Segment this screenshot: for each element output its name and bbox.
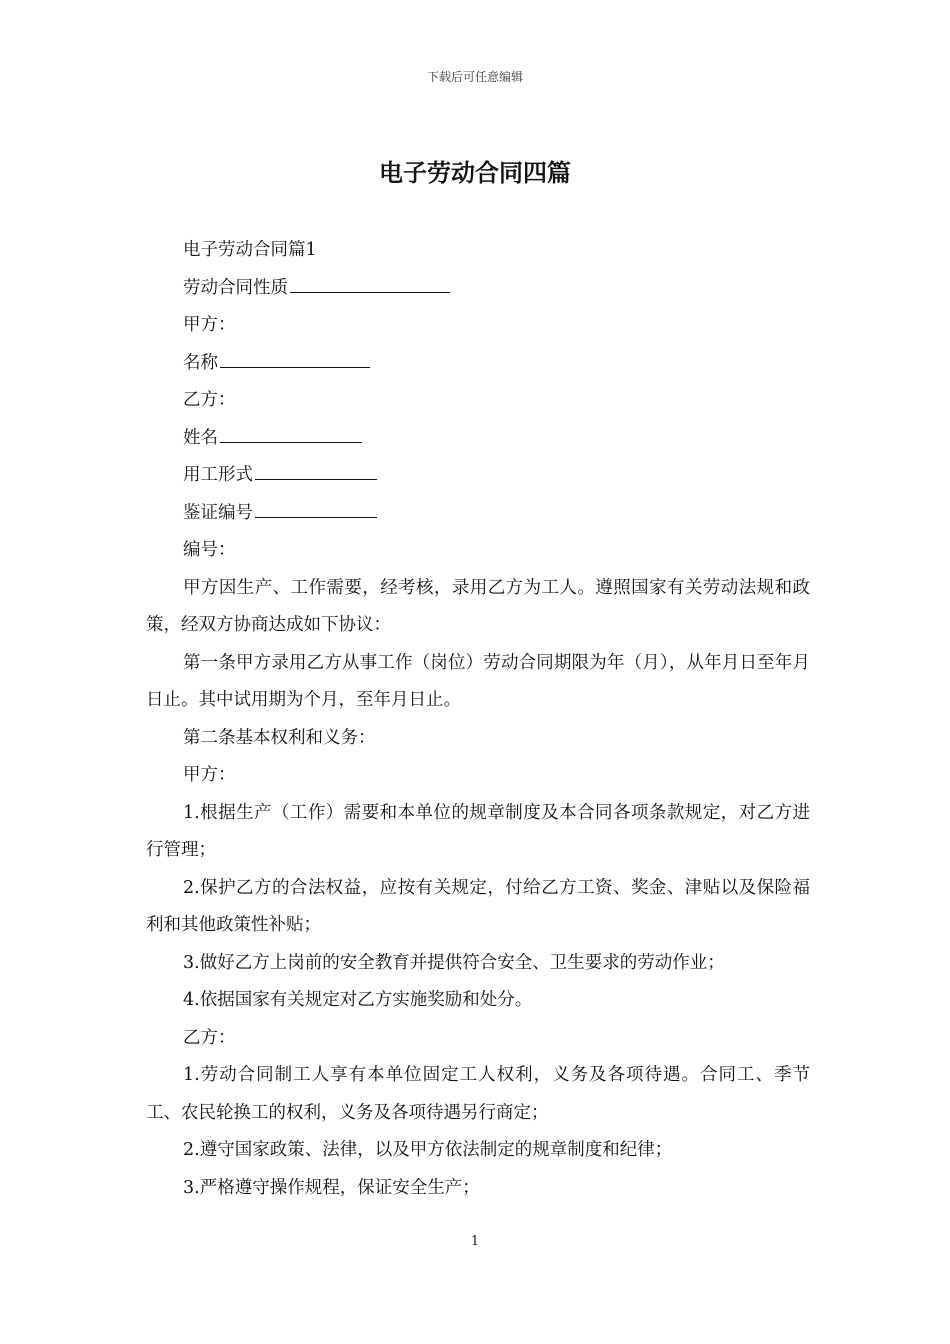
header-note: 下载后可任意编辑 xyxy=(426,70,523,84)
field-label: 用工形式 xyxy=(183,465,253,485)
paragraph-section-heading: 电子劳动合同篇1 xyxy=(183,240,317,260)
paragraph-party-b-duties: 乙方： xyxy=(183,1027,236,1048)
field-contract-nature xyxy=(146,270,810,308)
paragraph-party-a-duties: 甲方： xyxy=(183,765,236,785)
blank-line xyxy=(255,457,377,480)
document-title: 电子劳动合同四篇 xyxy=(379,159,571,187)
field-employment-form xyxy=(146,457,810,495)
field-certification-number xyxy=(146,495,810,533)
field-label: 鉴证编号 xyxy=(183,502,253,523)
list-item: 4.依据国家有关规定对乙方实施奖励和处分。 xyxy=(183,990,533,1010)
field-label: 劳动合同性质 xyxy=(183,277,288,298)
list-item: 3.严格遵守操作规程，保证安全生产； xyxy=(183,1177,480,1198)
blank-line xyxy=(255,495,377,518)
list-item: 1.劳动合同制工人享有本单位固定工人权利，义务及各项待遇。合同工、季节工、农民轮换工的权利，义务及各项待遇另行商定； xyxy=(146,1065,810,1123)
document-body xyxy=(146,232,810,1207)
blank-line xyxy=(220,345,370,368)
blank-line xyxy=(290,270,450,293)
paragraph-article-1: 第一条甲方录用乙方从事工作（岗位）劳动合同期限为年（月），从年月日至年月日止。其中试用期为个月，至年月日止。 xyxy=(146,652,810,710)
list-item: 3.做好乙方上岗前的安全教育并提供符合安全、卫生要求的劳动作业； xyxy=(183,952,725,973)
field-label: 姓名 xyxy=(183,427,218,448)
paragraph-article-2: 第二条基本权利和义务： xyxy=(183,727,376,748)
list-item: 2.保护乙方的合法权益，应按有关规定，付给乙方工资、奖金、津贴以及保险福利和其他政策性补贴； xyxy=(146,877,810,935)
paragraph-party-b: 乙方： xyxy=(183,390,236,410)
field-name xyxy=(146,345,810,383)
list-item: 2.遵守国家政策、法律，以及甲方依法制定的规章制度和纪律； xyxy=(183,1140,673,1160)
paragraph-intro: 甲方因生产、工作需要，经考核，录用乙方为工人。遵照国家有关劳动法规和政策，经双方协商达成如下协议： xyxy=(146,577,810,635)
page-number: 1 xyxy=(470,1234,480,1249)
paragraph-number: 编号： xyxy=(183,540,236,560)
list-item: 1.根据生产（工作）需要和本单位的规章制度及本合同各项条款规定，对乙方进行管理； xyxy=(146,802,810,860)
paragraph-party-a: 甲方： xyxy=(183,315,236,335)
blank-line xyxy=(220,420,362,443)
field-label: 名称 xyxy=(183,352,218,373)
field-person-name xyxy=(146,420,810,458)
